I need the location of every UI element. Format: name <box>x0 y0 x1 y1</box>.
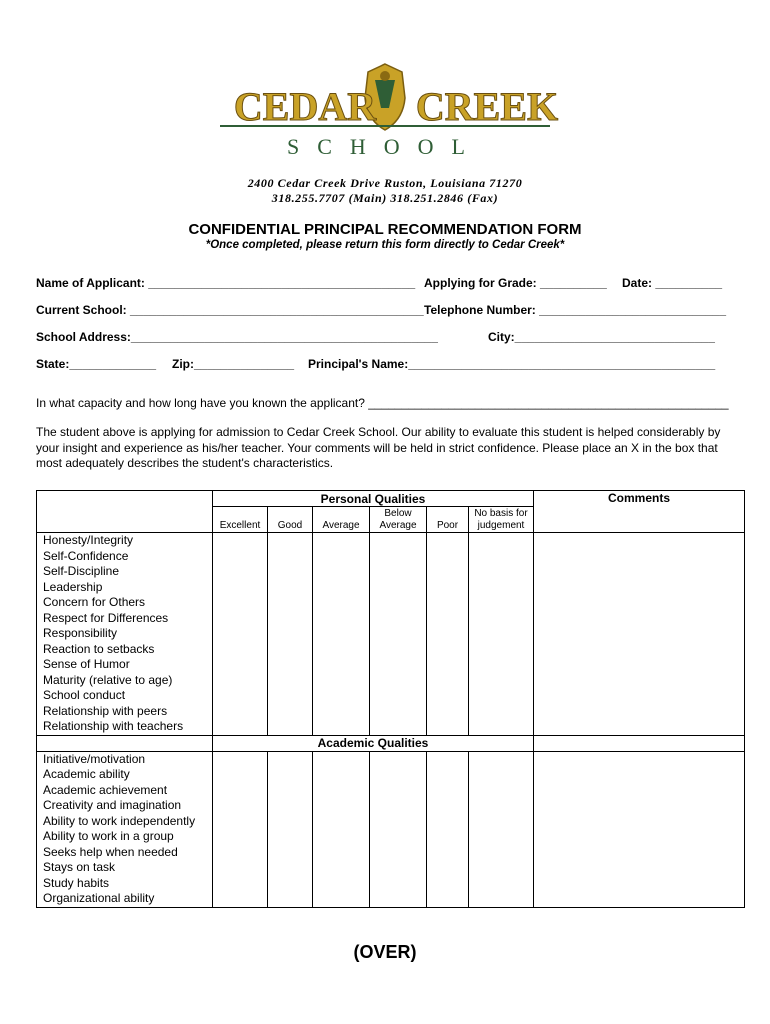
quality-item: Honesty/Integrity <box>43 533 134 547</box>
quality-item: Academic ability <box>43 767 130 781</box>
personal-qualities-header: Personal Qualities <box>213 491 534 507</box>
current-school-field[interactable]: Current School: ____________________________________________ <box>36 303 424 317</box>
quality-item: Self-Discipline <box>43 564 120 578</box>
academic-qualities-header: Academic Qualities <box>213 735 534 751</box>
quality-item: Maturity (relative to age) <box>43 672 173 687</box>
academic-good-column[interactable] <box>268 751 313 907</box>
academic-comments-column[interactable] <box>534 751 745 907</box>
excellent-column[interactable] <box>213 533 268 736</box>
grade-field[interactable]: Applying for Grade: __________ <box>424 276 607 290</box>
comments-column[interactable] <box>534 533 745 736</box>
below-average-column[interactable] <box>370 533 427 736</box>
average-column[interactable] <box>313 533 370 736</box>
quality-item: Responsibility <box>43 626 118 640</box>
logo-subtitle: SCHOOL <box>286 134 484 159</box>
quality-item: Organizational ability <box>43 891 155 905</box>
quality-item: Concern for Others <box>43 595 146 609</box>
quality-item: Study habits <box>43 875 110 890</box>
header-good: Good <box>268 507 313 533</box>
academic-average-column[interactable] <box>313 751 370 907</box>
quality-item: Relationship with teachers <box>43 719 184 733</box>
qualities-corner-cell <box>37 491 213 533</box>
academic-excellent-column[interactable] <box>213 751 268 907</box>
state-field[interactable]: State:_____________ <box>36 357 157 371</box>
quality-item: Ability to work in a group <box>43 829 174 843</box>
academic-poor-column[interactable] <box>427 751 469 907</box>
quality-item: Leadership <box>43 579 103 594</box>
quality-item: Seeks help when needed <box>43 844 178 859</box>
city-field[interactable]: City:______________________________ <box>488 330 715 344</box>
academic-below-average-column[interactable] <box>370 751 427 907</box>
quality-item: Creativity and imagination <box>43 798 182 812</box>
quality-item: Self-Confidence <box>43 548 129 563</box>
no-basis-column[interactable] <box>469 533 534 736</box>
good-column[interactable] <box>268 533 313 736</box>
quality-item: Reaction to setbacks <box>43 641 155 656</box>
date-field[interactable]: Date: __________ <box>622 276 723 290</box>
quality-item: Relationship with peers <box>43 703 168 718</box>
header-poor: Poor <box>427 507 469 533</box>
school-address-field[interactable]: School Address:______________________________________________ <box>36 330 438 344</box>
over-label: (OVER) <box>353 942 417 962</box>
form-subtitle: *Once completed, please return this form directly to Cedar Creek* <box>205 239 565 251</box>
academic-blank-cell <box>37 735 213 751</box>
quality-item: Academic achievement <box>43 782 168 797</box>
academic-comments-blank <box>534 735 745 751</box>
telephone-field[interactable]: Telephone Number: ____________________________ <box>424 303 726 317</box>
quality-item: Sense of Humor <box>43 657 130 671</box>
poor-column[interactable] <box>427 533 469 736</box>
applicant-name-field[interactable]: Name of Applicant: ________________________________________ <box>36 276 416 290</box>
quality-item: Respect for Differences <box>43 610 169 625</box>
header-below-average: Below Average <box>370 507 427 533</box>
logo-name-right: CREEK <box>415 84 559 129</box>
capacity-question[interactable]: In what capacity and how long have you known the applicant? ______________________________________________________ <box>36 396 729 410</box>
school-logo <box>205 62 565 162</box>
quality-item: Stays on task <box>43 860 116 874</box>
principal-name-field[interactable]: Principal's Name:______________________________________________ <box>308 357 716 371</box>
form-title: CONFIDENTIAL PRINCIPAL RECOMMENDATION FORM <box>188 221 582 238</box>
instructions-paragraph: The student above is applying for admission to Cedar Creek School. Our ability to evaluate this student is helped considerably by your insight and experience as his/her teacher. Your comments will be held in strict confidence. Please place an X in the box that most adequately describes the student's characteristics. <box>36 425 721 470</box>
zip-field[interactable]: Zip:_______________ <box>172 357 295 371</box>
quality-item: School conduct <box>43 688 126 702</box>
ratings-table <box>36 490 745 908</box>
header-excellent: Excellent <box>213 507 268 533</box>
quality-item: Initiative/motivation <box>43 751 146 766</box>
header-average: Average <box>313 507 370 533</box>
academic-qualities-list <box>37 751 213 907</box>
comments-header: Comments <box>534 491 745 533</box>
quality-item: Ability to work independently <box>43 813 196 828</box>
address-line-1: 2400 Cedar Creek Drive Ruston, Louisiana 71270 <box>247 176 523 190</box>
academic-no-basis-column[interactable] <box>469 751 534 907</box>
header-no-basis: No basis for judgement <box>469 507 534 533</box>
address-line-2: 318.255.7707 (Main) 318.251.2846 (Fax) <box>271 191 499 205</box>
personal-qualities-list <box>37 533 213 736</box>
logo-name-left: CEDAR <box>233 84 377 129</box>
